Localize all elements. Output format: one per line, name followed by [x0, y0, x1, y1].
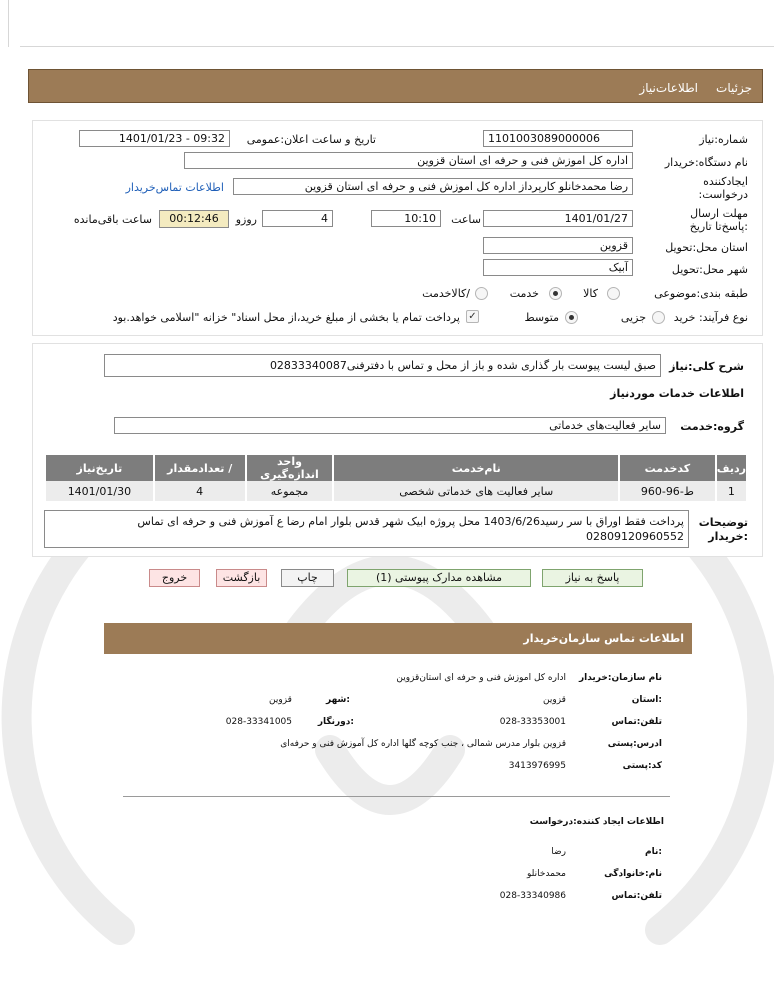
services-table — [46, 455, 746, 501]
category-service-label: خدمت — [509, 287, 539, 300]
category-goods-label: کالا — [583, 287, 598, 300]
cell-qty: 4 — [154, 481, 246, 501]
summary-field: صبق لیست پیوست بار گذاری شده و باز از محل و تماس با دفترفنی02833340087 — [104, 354, 661, 377]
cell-unit: مجموعه — [246, 481, 334, 501]
payment-checkbox[interactable]: ✓ — [466, 310, 479, 323]
days-field: 4 — [262, 210, 333, 227]
contact-province-value: قزوین — [543, 695, 566, 705]
cell-code: ط-96-960 — [619, 481, 716, 501]
buyer-org-field: اداره کل اموزش فنی و حرفه ای استان قزوین — [184, 152, 633, 169]
process-minor-radio[interactable] — [652, 311, 665, 324]
announce-label: تاریخ و ساعت اعلان:عمومی — [246, 133, 376, 146]
buyer-notes-field — [44, 510, 689, 548]
city-label: شهر محل:تحویل — [671, 263, 748, 276]
need-number-label: شماره:نیاز — [699, 133, 748, 146]
contact-header-text: اطلاعات تماس سازمان‌خریدار — [523, 632, 684, 645]
process-label: نوع فرآیند: خرید — [673, 311, 748, 324]
remaining-time-field: 00:12:46 — [159, 210, 229, 228]
contact-phone-label: تلفن:تماس — [611, 717, 662, 727]
frame-edge — [8, 0, 9, 47]
contact-postal-value: 3413976995 — [508, 761, 566, 771]
cell-date: 1401/01/30 — [46, 481, 154, 501]
contact-phone-value: 028-33353001 — [499, 717, 566, 727]
creator-field: رضا محمدخانلو کارپرداز اداره کل اموزش فنی و حرفه ای استان قزوین — [233, 178, 633, 195]
tab-need-info[interactable]: اطلاعات‌نیاز — [639, 81, 698, 95]
creator-phone-value: 028-33340986 — [499, 891, 566, 901]
time-label: ساعت — [451, 213, 481, 226]
service-group-field: سایر فعالیت‌های خدماتی — [114, 417, 666, 434]
contact-address-value: قزوین بلوار مدرس شمالی ، جنب کوچه گلها اداره کل آموزش فنی و حرفه‌ای — [280, 739, 566, 749]
creator-name-value: رضا — [551, 847, 566, 857]
buyer-notes-label: توضیحات :خریدار — [698, 516, 748, 543]
payment-note: پرداخت تمام یا بخشی از مبلغ خرید،از محل اسناد" خزانه "اسلامی خواهد.بود — [112, 311, 460, 324]
col-unit-header: واحد اندازه‌گیری — [246, 455, 334, 481]
contact-header — [104, 623, 692, 654]
deadline-label: مهلت ارسال :پاسخ‌تا تاریخ — [689, 207, 748, 233]
contact-postal-label: کد:پستی — [622, 761, 662, 771]
col-qty-header: / تعدادمقدار — [154, 455, 246, 481]
creator-family-value: محمدخانلو — [527, 869, 566, 879]
tab-details[interactable]: جزئیات — [716, 81, 752, 95]
details-banner — [28, 69, 763, 103]
table-row — [46, 481, 746, 501]
remaining-label: ساعت باقی‌مانده — [73, 213, 152, 226]
creator-name-label: :نام — [645, 847, 662, 857]
deadline-date-field: 1401/01/27 — [483, 210, 633, 227]
top-divider — [20, 46, 774, 47]
contact-fax-value: 028-33341005 — [225, 717, 292, 727]
contact-org-label: نام سازمان:خریدار — [578, 673, 662, 683]
creator-label: ایجادکننده درخواست: — [698, 175, 748, 201]
process-medium-label: متوسط — [524, 311, 559, 324]
category-goods-service-radio[interactable] — [475, 287, 488, 300]
services-title: اطلاعات خدمات موردنیاز — [610, 387, 744, 400]
back-button[interactable]: بازگشت — [216, 569, 267, 587]
contact-fax-label: :دورنگار — [317, 717, 354, 727]
days-label: روزو — [235, 213, 257, 226]
province-field: قزوین — [483, 237, 633, 254]
reply-button[interactable]: پاسخ به نیاز — [542, 569, 643, 587]
cell-name: سایر فعالیت های خدماتی شخصی — [333, 481, 619, 501]
process-minor-label: جزیی — [620, 311, 646, 324]
buyer-org-label: نام دستگاه:خریدار — [664, 156, 748, 169]
category-service-radio[interactable] — [549, 287, 562, 300]
contact-address-label: ادرس:پستی — [607, 739, 662, 749]
category-goods-service-label: /کالاخدمت — [422, 287, 470, 300]
deadline-time-field: 10:10 — [371, 210, 441, 227]
attachments-button[interactable]: مشاهده مدارک پیوستی (1) — [347, 569, 531, 587]
creator-info-title: اطلاعات ایجاد کننده:درخواست — [529, 817, 664, 827]
table-header-row — [46, 455, 746, 481]
col-row-header: ردیف — [716, 455, 746, 481]
col-name-header: نام‌خدمت — [333, 455, 619, 481]
contact-org-value: اداره کل اموزش فنی و حرفه ای استان‌قزوین — [396, 673, 566, 683]
category-goods-radio[interactable] — [607, 287, 620, 300]
watermark-letter-lower — [330, 750, 450, 800]
category-label: طبقه بندی:موضوعی — [654, 287, 748, 300]
buyer-contact-link[interactable]: اطلاعات تماس‌خریدار — [125, 181, 224, 194]
contact-province-label: :استان — [631, 695, 662, 705]
print-button[interactable]: چاپ — [281, 569, 334, 587]
exit-button[interactable]: خروج — [149, 569, 200, 587]
process-medium-radio[interactable] — [565, 311, 578, 324]
col-date-header: تاریخ‌نیاز — [46, 455, 154, 481]
cell-row: 1 — [716, 481, 746, 501]
creator-phone-label: تلفن:تماس — [611, 891, 662, 901]
announce-field: 1401/01/23 - 09:32 — [79, 130, 230, 147]
buyer-notes-line2: 02809120960552 — [586, 530, 684, 543]
contact-city-label: :شهر — [326, 695, 350, 705]
city-field: آبیک — [483, 259, 633, 276]
service-group-label: گروه:خدمت — [680, 420, 744, 433]
col-code-header: کدخدمت — [619, 455, 716, 481]
need-number-field: 1101003089000006 — [483, 130, 633, 147]
contact-city-value: قزوین — [269, 695, 292, 705]
contact-separator — [123, 796, 670, 797]
province-label: استان محل:تحویل — [665, 241, 748, 254]
creator-family-label: نام:خانوادگی — [604, 869, 662, 879]
buyer-notes-line1: پرداخت فقط اوراق با سر رسید1403/6/26 محل پروژه ابیک شهر قدس بلوار امام رضا ع آموزش فنی و حرفه ای تماس — [137, 515, 684, 528]
summary-label: شرح کلی:نیاز — [669, 360, 744, 373]
